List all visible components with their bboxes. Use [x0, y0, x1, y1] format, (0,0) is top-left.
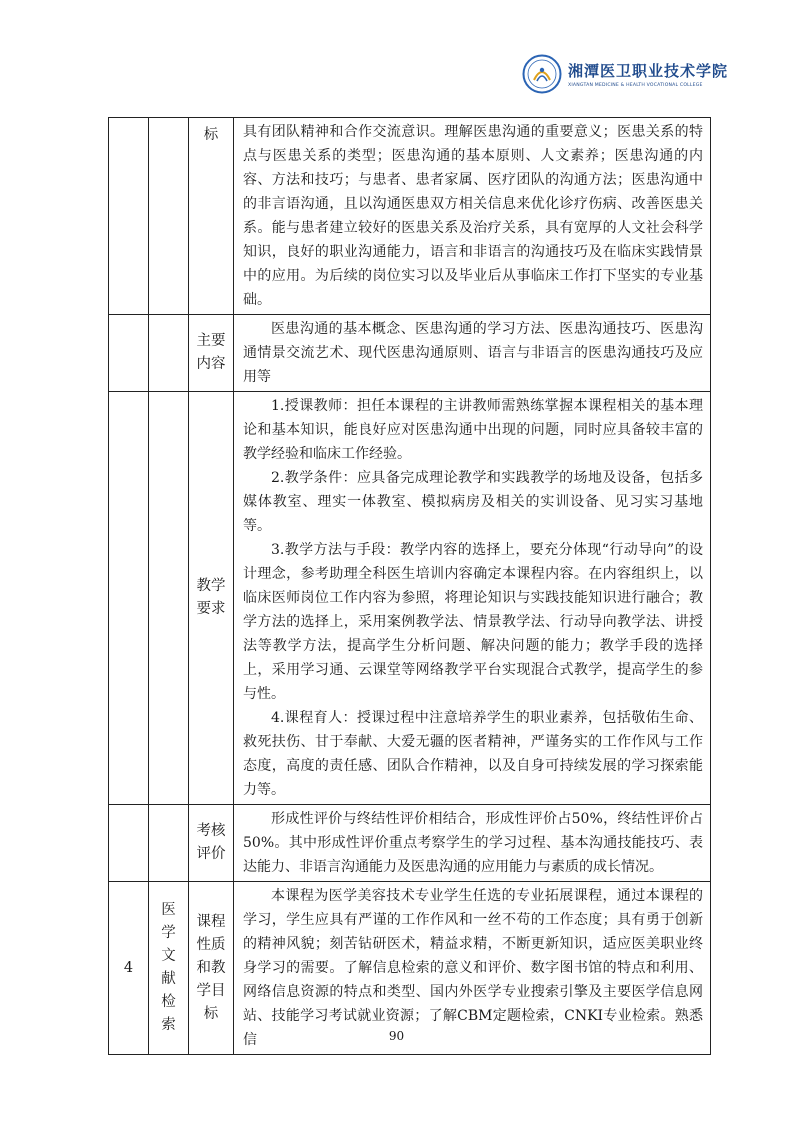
paragraph: 3.教学方法与手段：教学内容的选择上，要充分体现“行动导向”的设计理念，参考助理全科医生培训内容确定本课程内容。在内容组织上，以临床医师岗位工作内容为参照，将理论知识与实践技能知识进行融合；教学方法的选择上，采用案例教学法、情景教学法、行动导向教学法、讲授法等教学方法，提高学生分析问题、解决问题的能力；教学手段的选择上，采用学习通、云课堂等网络教学平台实现混合式教学，提高学生的参与性。 [243, 542, 703, 702]
row-label: 标 [189, 118, 234, 315]
course-name-char: 医 [161, 902, 176, 918]
label-line: 课程 [196, 913, 226, 930]
teaching-requirements-text [234, 392, 711, 805]
course-name-char: 文 [161, 948, 176, 964]
empty-number-cell [109, 392, 149, 805]
table-row [109, 118, 711, 315]
table-row [109, 392, 711, 805]
course-name-char: 检 [161, 994, 176, 1010]
label-line: 和教 [196, 959, 226, 976]
label-line: 评价 [196, 846, 226, 862]
paragraph: 形成性评价与终结性评价相结合，形成性评价占50%，终结性评价占50%。其中形成性评价重点考察学生的学习过程、基本沟通技能技巧、表达能力、非语言沟通能力及医患沟通的应用能力与素质的成长情况。 [243, 811, 703, 875]
label-line: 教学 [196, 578, 226, 594]
empty-course-name-cell [149, 805, 189, 882]
paragraph: 2.教学条件：应具备完成理论教学和实践教学的场地及设备，包括多媒体教室、理实一体教室、模拟病房及相关的实训设备、见习实习基地等。 [243, 470, 703, 534]
empty-course-name-cell [149, 118, 189, 315]
school-name-en: XIANGTAN MEDICINE & HEALTH VOCATIONAL COLLEGE [568, 83, 703, 88]
label-line: 要求 [196, 601, 226, 617]
course-name-char: 索 [161, 1017, 176, 1033]
paragraph: 医患沟通的基本概念、医患沟通的学习方法、医患沟通技巧、医患沟通情景交流艺术、现代医患沟通原则、语言与非语言的医患沟通技巧及应用等 [243, 321, 703, 385]
assessment-label [189, 805, 234, 882]
teaching-requirements-label [189, 392, 234, 805]
label-line: 考核 [196, 823, 226, 839]
paragraph: 4.课程育人：授课过程中注意培养学生的职业素养，包括敬佑生命、救死扶伤、甘于奉献、大爱无疆的医者精神，严谨务实的工作作风与工作态度，高度的责任感、团队合作精神，以及自身可持续发展的学习探索能力等。 [243, 710, 703, 798]
paragraph: 本课程为医学美容技术专业学生任选的专业拓展课程，通过本课程的学习，学生应具有严谨的工作作风和一丝不苟的工作态度；具有勇于创新的精神风貌；刻苦钻研医术，精益求精，不断更新知识，适应医美职业终身学习的需要。了解信息检索的意义和评价、数字图书馆的特点和利用、网络信息资源的特点和类型、国内外医学专业搜索引擎及主要医学信息网站、技能学习考试就业资源；了解CBM定题检索，CNKI专业检索。熟悉信 [243, 888, 703, 1048]
empty-number-cell [109, 118, 149, 315]
paragraph: 1.授课教师：担任本课程的主讲教师需熟练掌握本课程相关的基本理论和基本知识，能良好应对医患沟通中出现的问题，同时应具备较丰富的教学经验和临床工作经验。 [243, 398, 703, 462]
label-line: 标 [203, 1005, 219, 1022]
main-content-label [189, 315, 234, 392]
label-line: 学目 [196, 982, 226, 999]
page-number: 90 [388, 1029, 405, 1043]
empty-course-name-cell [149, 392, 189, 805]
school-name: 湘潭医卫职业技术学院 [568, 62, 729, 80]
course-number: 4 [109, 882, 149, 1055]
school-logo [522, 52, 729, 96]
course-name-char: 献 [161, 971, 176, 987]
course-objective-text [234, 118, 711, 315]
label-line: 性质 [196, 936, 226, 953]
course-table [108, 117, 711, 1055]
paragraph: 具有团队精神和合作交流意识。理解医患沟通的重要意义；医患关系的特点与医患关系的类型；医患沟通的基本原则、人文素养；医患沟通的内容、方法和技巧；与患者、患者家属、医疗团队的沟通方法；医患沟通中的非言语沟通，且以沟通医患双方相关信息来优化诊疗伤病、改善医患关系。能与患者建立较好的医患关系及治疗关系，具有宽厚的人文社会科学知识，良好的职业沟通能力，语言和非语言的沟通技巧及在临床实践情景中的应用。为后续的岗位实习以及毕业后从事临床工作打下坚实的专业基础。 [243, 124, 703, 308]
empty-number-cell [109, 315, 149, 392]
empty-number-cell [109, 805, 149, 882]
label-line: 主要 [196, 333, 226, 349]
main-content-text [234, 315, 711, 392]
school-emblem-icon [522, 54, 562, 94]
table-row [109, 315, 711, 392]
course-name-char: 学 [161, 925, 176, 941]
label-line: 内容 [196, 356, 226, 372]
assessment-text [234, 805, 711, 882]
empty-course-name-cell [149, 315, 189, 392]
table-row [109, 805, 711, 882]
